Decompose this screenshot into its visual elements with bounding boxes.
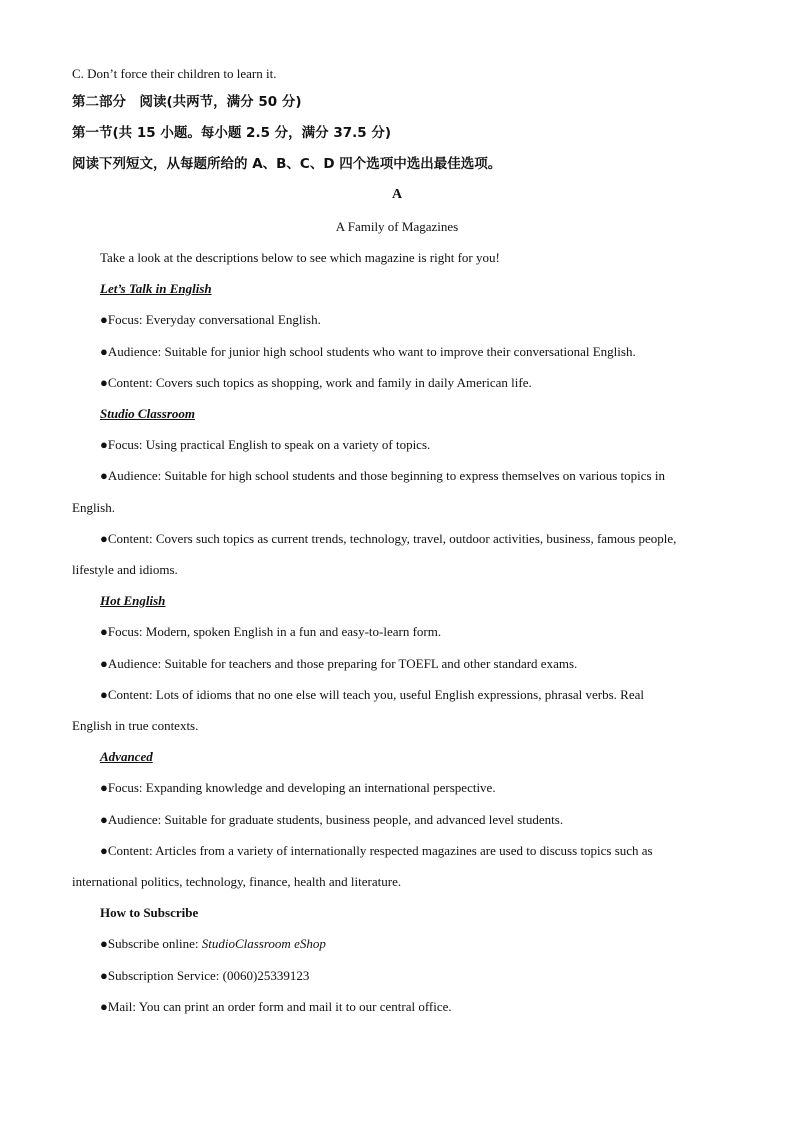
magazine-focus: ●Focus: Everyday conversational English. — [100, 312, 321, 327]
magazine-title: Advanced — [100, 749, 153, 764]
magazine-content: ●Content: Covers such topics as shopping, work and family in daily American life. — [100, 375, 532, 390]
magazine-content: ●Content: Lots of idioms that no one else will teach you, useful English expressions, phrasal verbs. Real — [100, 687, 645, 702]
subsection-title: 第一节(共 15 小题。每小题 2.5 分，满分 37.5 分) — [72, 125, 392, 141]
magazine-title: Hot English — [100, 593, 166, 608]
subscribe-service: ●Subscription Service: (0060)25339123 — [100, 968, 310, 983]
magazine-content-continued: international politics, technology, finance, health and literature. — [72, 874, 402, 889]
subscribe-online-value: StudioClassroom eShop — [201, 936, 326, 951]
subscribe-online-label: ●Subscribe online: — [100, 936, 202, 951]
subscribe-online — [100, 936, 326, 952]
magazine-audience: ●Audience: Suitable for junior high school students who want to improve their conversational English. — [100, 344, 636, 359]
previous-option-c: C. Don’t force their children to learn it. — [72, 66, 277, 81]
magazine-focus: ●Focus: Using practical English to speak on a variety of topics. — [100, 437, 431, 452]
magazine-title: Let’s Talk in English — [100, 281, 212, 296]
magazine-content: ●Content: Articles from a variety of internationally respected magazines are used to discuss topics such as — [100, 843, 653, 858]
magazine-audience: ●Audience: Suitable for teachers and those preparing for TOEFL and other standard exams. — [100, 656, 578, 671]
magazine-title: Studio Classroom — [100, 406, 196, 421]
section-title: 第二部分 阅读(共两节，满分 50 分) — [72, 94, 302, 110]
passage-letter: A — [391, 187, 403, 202]
subscribe-heading: How to Subscribe — [100, 905, 199, 920]
magazine-content-continued: lifestyle and idioms. — [72, 562, 178, 577]
magazine-focus: ●Focus: Modern, spoken English in a fun and easy-to-learn form. — [100, 624, 442, 639]
passage-intro: Take a look at the descriptions below to see which magazine is right for you! — [100, 250, 500, 265]
magazine-audience-continued: English. — [72, 500, 115, 515]
magazine-audience: ●Audience: Suitable for graduate students, business people, and advanced level students. — [100, 812, 564, 827]
passage-title: A Family of Magazines — [335, 219, 459, 234]
magazine-content-continued: English in true contexts. — [72, 718, 199, 733]
instruction: 阅读下列短文，从每题所给的 A、B、C、D 四个选项中选出最佳选项。 — [72, 156, 502, 172]
magazine-audience: ●Audience: Suitable for high school students and those beginning to express themselves on various topics in — [100, 468, 665, 483]
magazine-focus: ●Focus: Expanding knowledge and developing an international perspective. — [100, 780, 496, 795]
subscribe-mail: ●Mail: You can print an order form and mail it to our central office. — [100, 999, 452, 1014]
magazine-content: ●Content: Covers such topics as current trends, technology, travel, outdoor activities, business, famous people, — [100, 531, 677, 546]
